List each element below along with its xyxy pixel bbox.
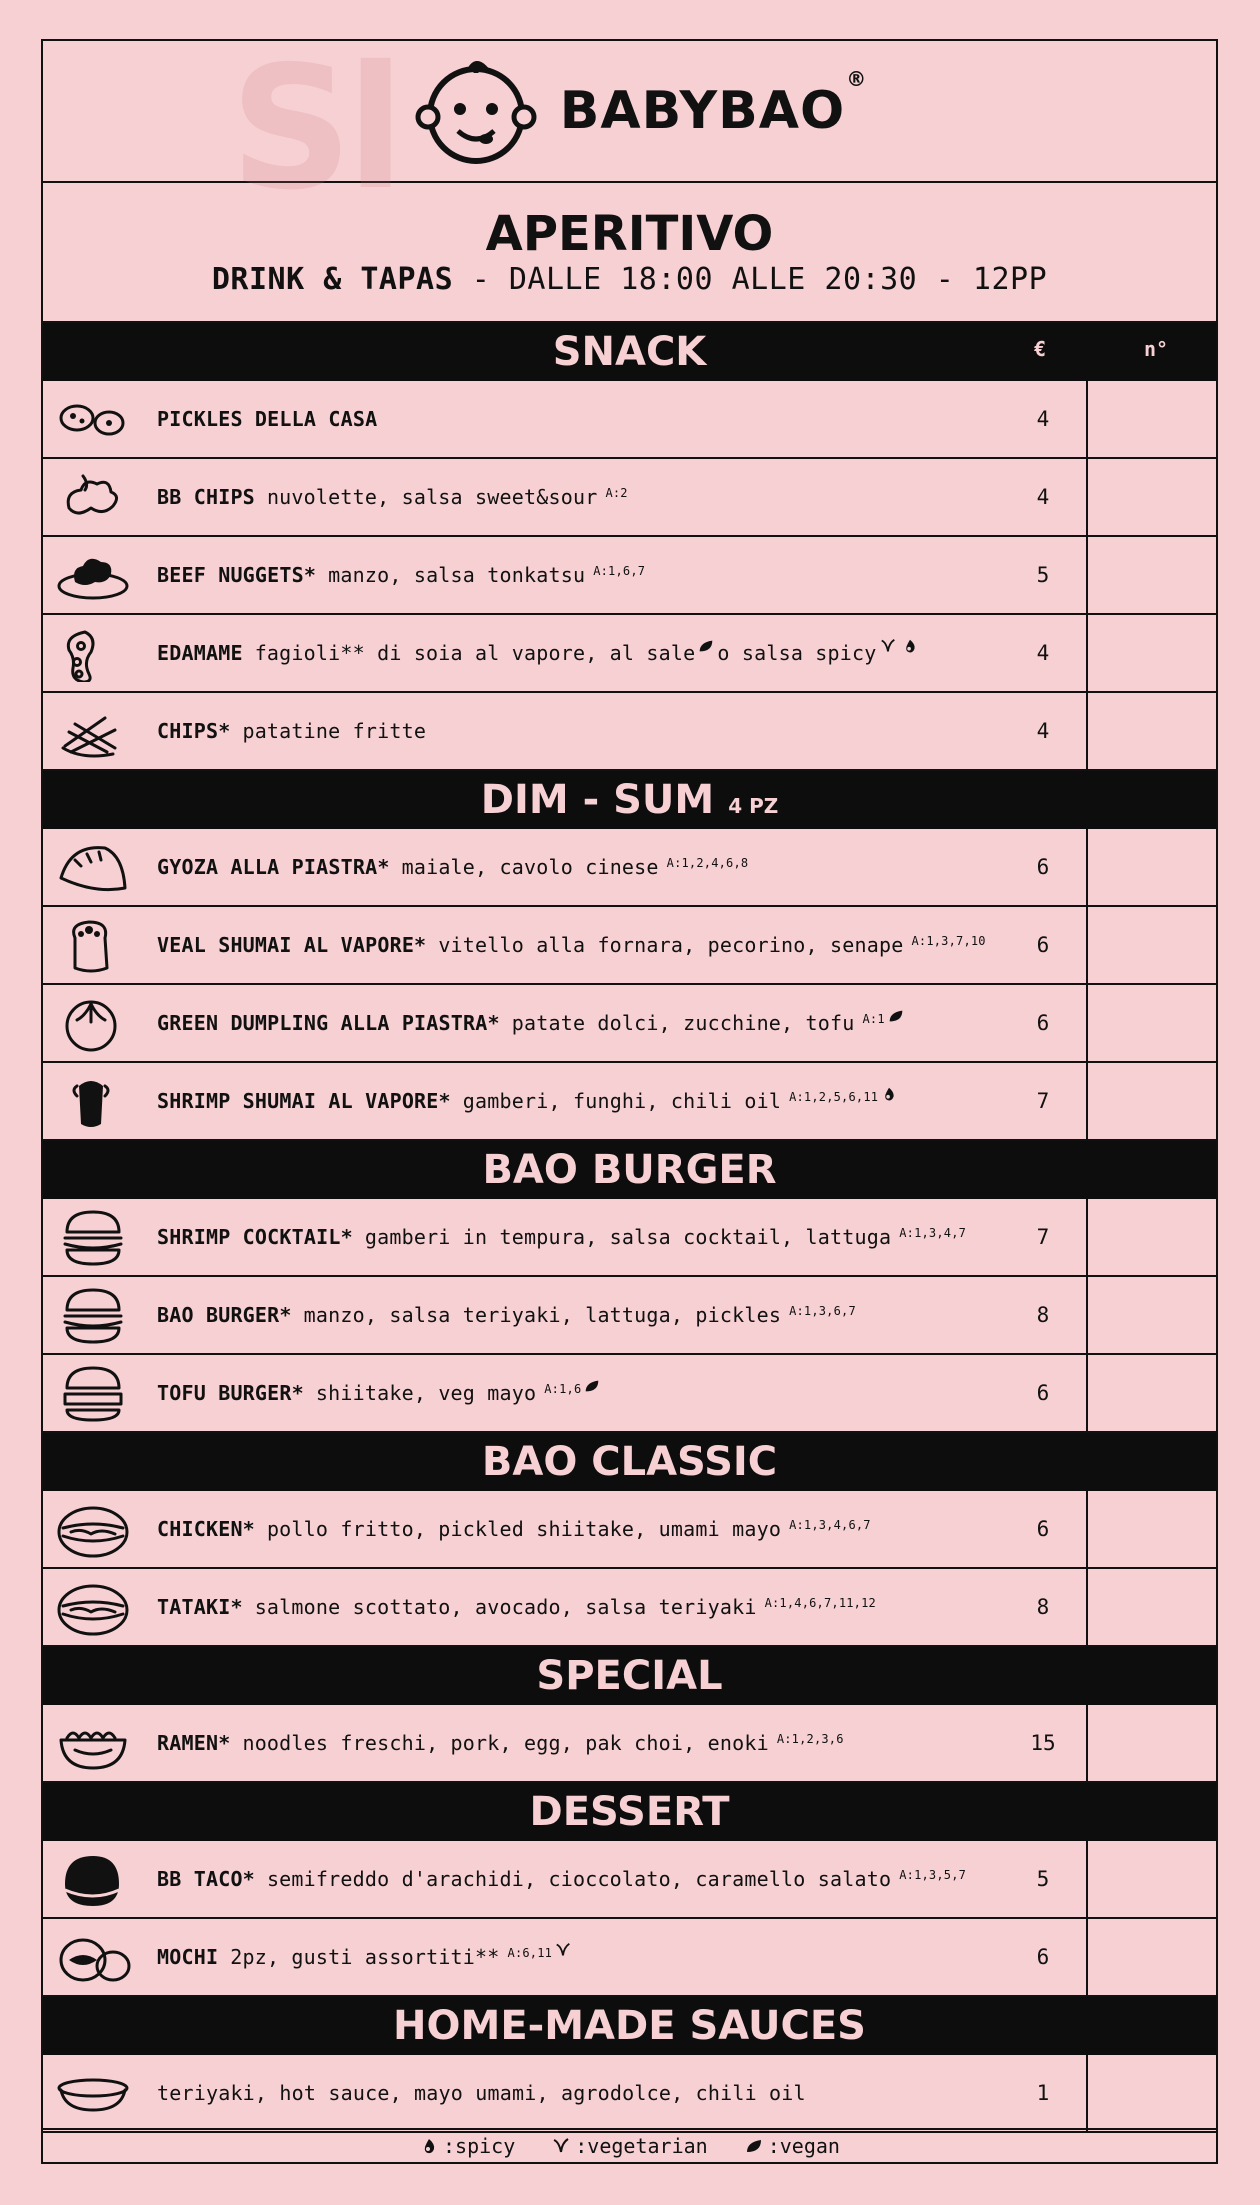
menu-item-row — [43, 1491, 1216, 1569]
menu-item-price: 7 — [1036, 1089, 1050, 1113]
section-header — [43, 1783, 1216, 1841]
allergens-note: A:1,3,6,7 — [789, 1304, 856, 1318]
allergens-note: A:1,2,3,6 — [776, 1732, 844, 1746]
title-block — [43, 183, 1216, 323]
section-header — [43, 771, 1216, 829]
allergens-note: A:1 — [862, 1012, 885, 1026]
menu-item-name: GREEN DUMPLING ALLA PIASTRA* — [157, 1011, 500, 1035]
taco-icon — [55, 1850, 131, 1908]
quantity-cell[interactable] — [1086, 1919, 1216, 1995]
menu-item-description: pollo fritto, pickled shiitake, umami mayo — [266, 1517, 782, 1541]
menu-item-name: GYOZA ALLA PIASTRA* — [157, 855, 390, 879]
menu-item-row — [43, 1705, 1216, 1783]
menu-item-price: 6 — [1036, 1517, 1050, 1541]
menu-item-name: SHRIMP COCKTAIL* — [157, 1225, 353, 1249]
edamame-icon — [55, 624, 131, 682]
menu-item-row — [43, 615, 1216, 693]
quantity-cell[interactable] — [1086, 459, 1216, 535]
menu-item-row — [43, 537, 1216, 615]
menu-item-price: 4 — [1036, 407, 1050, 431]
section-header — [43, 1997, 1216, 2055]
menu-item-text — [157, 1919, 1046, 1995]
menu-item-price: 8 — [1036, 1303, 1050, 1327]
menu-sections — [43, 323, 1216, 2133]
fries-icon — [55, 702, 131, 760]
quantity-cell[interactable] — [1086, 1569, 1216, 1645]
menu-item-price: 4 — [1036, 641, 1050, 665]
menu-item-price: 15 — [1030, 1731, 1056, 1755]
quantity-cell[interactable] — [1086, 693, 1216, 769]
bao-icon — [55, 1500, 131, 1558]
vegan-icon — [744, 2136, 764, 2156]
menu-item-text — [157, 985, 1046, 1061]
menu-item-description: gamberi in tempura, salsa cocktail, lattuga — [364, 1225, 892, 1249]
menu-item-description: gamberi, funghi, chili oil — [462, 1089, 782, 1113]
menu-item-text — [157, 1491, 1046, 1567]
header — [43, 41, 1216, 183]
legend — [43, 2128, 1216, 2162]
bao-icon — [55, 1578, 131, 1636]
menu-item-text — [157, 2055, 1046, 2131]
menu-item-description: patate dolci, zucchine, tofu — [511, 1011, 855, 1035]
menu-item-row — [43, 2055, 1216, 2133]
quantity-cell[interactable] — [1086, 985, 1216, 1061]
allergens-note: A:6,11 — [507, 1946, 553, 1960]
allergens-note: A:1,6,7 — [593, 564, 646, 578]
quantity-cell[interactable] — [1086, 537, 1216, 613]
menu-item-text — [157, 1277, 1046, 1353]
tofu-burger-icon — [55, 1364, 131, 1422]
quantity-cell[interactable] — [1086, 1355, 1216, 1431]
vegan-icon — [583, 1377, 601, 1395]
menu-item-text — [157, 1569, 1046, 1645]
section-title: DIM - SUM — [480, 777, 715, 823]
quantity-cell[interactable] — [1086, 615, 1216, 691]
sauce-bowl-icon — [55, 2064, 131, 2122]
legend-item — [744, 2134, 840, 2158]
allergens-note: A:1,2,5,6,11 — [789, 1090, 879, 1104]
page-title: APERITIVO — [485, 206, 774, 262]
menu-item-row — [43, 1841, 1216, 1919]
pickles-icon — [55, 390, 131, 448]
menu-item-row — [43, 1063, 1216, 1141]
menu-item-description: semifreddo d'arachidi, cioccolato, caramello salato — [266, 1867, 892, 1891]
menu-item-row — [43, 829, 1216, 907]
menu-item-price: 6 — [1036, 855, 1050, 879]
quantity-cell[interactable] — [1086, 829, 1216, 905]
menu-item-description: nuvolette, salsa sweet&sour — [266, 485, 598, 509]
menu-item-text — [157, 693, 1046, 769]
chips-cloud-icon — [55, 468, 131, 526]
menu-item-description: manzo, salsa tonkatsu — [328, 563, 586, 587]
vegetarian-icon — [879, 637, 897, 655]
menu-item-name: PICKLES DELLA CASA — [157, 407, 378, 431]
vegetarian-icon — [551, 2136, 571, 2156]
menu-item-description: fagioli** di soia al vapore, al sale — [254, 641, 696, 665]
menu-item-row — [43, 1277, 1216, 1355]
allergens-note: A:1,3,7,10 — [911, 934, 986, 948]
quantity-cell[interactable] — [1086, 2055, 1216, 2131]
section-header — [43, 1647, 1216, 1705]
nuggets-icon — [55, 546, 131, 604]
menu-item-description: salmone scottato, avocado, salsa teriyaki — [254, 1595, 757, 1619]
menu-item-text — [157, 381, 1046, 457]
menu-item-description: patatine fritte — [242, 719, 427, 743]
page-subtitle: DRINK & TAPAS - DALLE 18:00 ALLE 20:30 - 12PP — [211, 262, 1048, 297]
menu-item-description-extra: o salsa spicy — [717, 641, 877, 665]
menu-item-text — [157, 1199, 1046, 1275]
menu-item-row — [43, 693, 1216, 771]
menu-item-row — [43, 1199, 1216, 1277]
menu-item-price: 6 — [1036, 1381, 1050, 1405]
quantity-cell[interactable] — [1086, 1063, 1216, 1139]
menu-item-price: 4 — [1036, 485, 1050, 509]
allergens-note: A:1,4,6,7,11,12 — [764, 1596, 876, 1610]
allergens-note: A:1,3,5,7 — [899, 1868, 967, 1882]
menu-item-name: TOFU BURGER* — [157, 1381, 304, 1405]
menu-item-description: vitello alla fornara, pecorino, senape — [438, 933, 904, 957]
section-title: BAO CLASSIC — [481, 1439, 778, 1485]
allergens-note: A:1,3,4,6,7 — [789, 1518, 871, 1532]
quantity-cell[interactable] — [1086, 1841, 1216, 1917]
allergens-note: A:2 — [605, 486, 628, 500]
spicy-icon — [419, 2136, 439, 2156]
shrimp-shumai-icon — [55, 1072, 131, 1130]
vegetarian-icon — [554, 1941, 572, 1959]
section-header — [43, 1433, 1216, 1491]
menu-item-name: BAO BURGER* — [157, 1303, 292, 1327]
burger-icon — [55, 1208, 131, 1266]
menu-item-row — [43, 1569, 1216, 1647]
spicy-icon — [880, 1085, 898, 1103]
menu-item-text — [157, 537, 1046, 613]
menu-item-price: 5 — [1036, 563, 1050, 587]
dumpling-icon — [55, 994, 131, 1052]
menu-item-text — [157, 1355, 1046, 1431]
menu-item-name: RAMEN* — [157, 1731, 231, 1755]
menu-frame — [41, 39, 1218, 2164]
menu-item-price: 4 — [1036, 719, 1050, 743]
quantity-cell[interactable] — [1086, 1277, 1216, 1353]
menu-item-name: CHIPS* — [157, 719, 231, 743]
section-header — [43, 1141, 1216, 1199]
menu-item-text — [157, 459, 1046, 535]
menu-item-price: 6 — [1036, 1011, 1050, 1035]
menu-item-description: manzo, salsa teriyaki, lattuga, pickles — [303, 1303, 782, 1327]
menu-item-text — [157, 1705, 1046, 1781]
legend-label: :spicy — [443, 2134, 516, 2158]
menu-item-row — [43, 381, 1216, 459]
menu-item-price: 6 — [1036, 1945, 1050, 1969]
menu-item-row — [43, 985, 1216, 1063]
section-title: SPECIAL — [536, 1653, 723, 1699]
menu-item-name: SHRIMP SHUMAI AL VAPORE* — [157, 1089, 451, 1113]
menu-item-name: BEEF NUGGETS* — [157, 563, 317, 587]
mochi-icon — [55, 1928, 131, 1986]
menu-item-description: 2pz, gusti assortiti** — [230, 1945, 500, 1969]
quantity-cell[interactable] — [1086, 1199, 1216, 1275]
brand-name: BABYBAO ® — [559, 67, 868, 141]
menu-item-text — [157, 907, 1046, 983]
menu-item-text — [157, 1063, 1046, 1139]
menu-item-name: BB CHIPS — [157, 485, 255, 509]
quantity-column-header: n° — [1144, 337, 1169, 361]
section-title: HOME-MADE SAUCES — [393, 2003, 866, 2049]
menu-item-name: MOCHI — [157, 1945, 219, 1969]
section-title: SNACK — [552, 329, 707, 375]
menu-item-row — [43, 1355, 1216, 1433]
quantity-cell[interactable] — [1086, 1491, 1216, 1567]
menu-item-description: teriyaki, hot sauce, mayo umami, agrodolce, chili oil — [157, 2081, 806, 2105]
vegan-icon — [887, 1007, 905, 1025]
menu-item-price: 1 — [1036, 2081, 1050, 2105]
allergens-note: A:1,2,4,6,8 — [666, 856, 749, 870]
menu-item-price: 5 — [1036, 1867, 1050, 1891]
legend-label: :vegetarian — [575, 2134, 708, 2158]
menu-item-name: CHICKEN* — [157, 1517, 255, 1541]
menu-item-description: maiale, cavolo cinese — [401, 855, 659, 879]
menu-item-name: VEAL SHUMAI AL VAPORE* — [157, 933, 427, 957]
legend-item — [551, 2134, 707, 2158]
menu-item-text — [157, 1841, 1046, 1917]
quantity-cell[interactable] — [1086, 1705, 1216, 1781]
menu-item-text — [157, 829, 1046, 905]
section-header — [43, 323, 1216, 381]
menu-item-description: shiitake, veg mayo — [315, 1381, 537, 1405]
menu-item-description: noodles freschi, pork, egg, pak choi, enoki — [242, 1731, 769, 1755]
burger-icon — [55, 1286, 131, 1344]
vegan-icon — [697, 637, 715, 655]
legend-label: :vegan — [767, 2134, 840, 2158]
quantity-cell[interactable] — [1086, 907, 1216, 983]
menu-item-price: 6 — [1036, 933, 1050, 957]
menu-item-name: TATAKI* — [157, 1595, 243, 1619]
ramen-icon — [55, 1714, 131, 1772]
legend-item — [419, 2134, 515, 2158]
allergens-note: A:1,6 — [544, 1382, 582, 1396]
price-column-header: € — [1034, 337, 1047, 361]
menu-item-name: BB TACO* — [157, 1867, 255, 1891]
quantity-cell[interactable] — [1086, 381, 1216, 457]
gyoza-icon — [55, 838, 131, 896]
spicy-icon — [901, 637, 919, 655]
menu-item-row — [43, 459, 1216, 537]
menu-item-row — [43, 1919, 1216, 1997]
section-title: BAO BURGER — [482, 1147, 777, 1193]
menu-item-text — [157, 615, 1046, 691]
section-title: DESSERT — [529, 1789, 730, 1835]
baby-face-logo-icon — [414, 55, 538, 167]
menu-item-price: 8 — [1036, 1595, 1050, 1619]
menu-item-row — [43, 907, 1216, 985]
menu-item-price: 7 — [1036, 1225, 1050, 1249]
allergens-note: A:1,3,4,7 — [899, 1226, 967, 1240]
watermark: Sl — [230, 30, 399, 228]
menu-item-name: EDAMAME — [157, 641, 243, 665]
shumai-icon — [55, 916, 131, 974]
section-subtitle: 4 PZ — [728, 794, 779, 818]
